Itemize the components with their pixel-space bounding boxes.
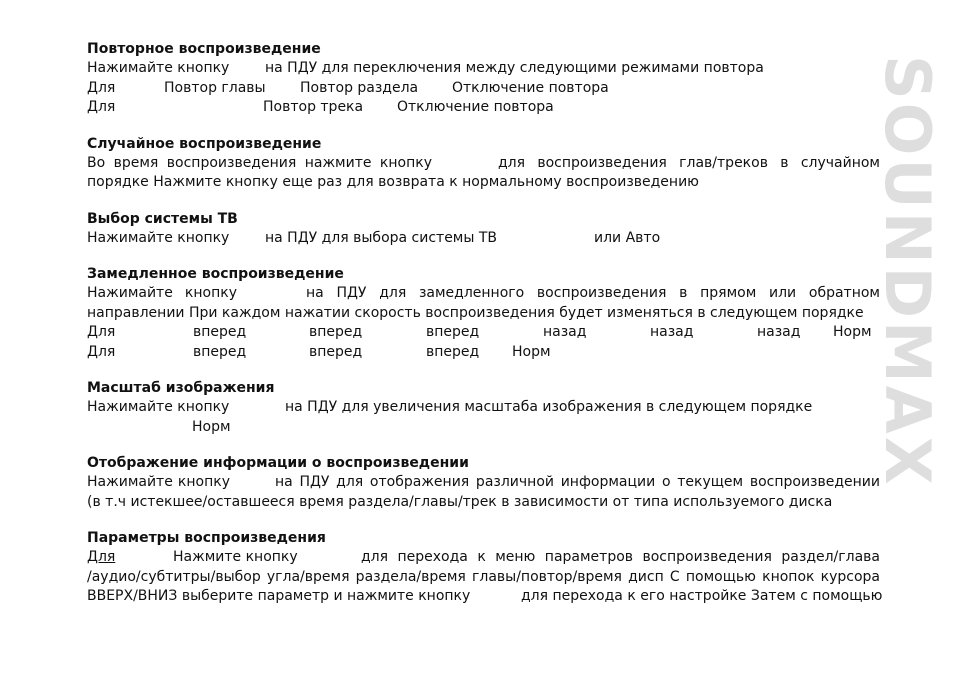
text-line: Для вперед вперед вперед назад назад назад Норм (87, 324, 872, 340)
text-line: Нажимайте кнопку на ПДУ для выбора системы ТВ или Авто (87, 229, 661, 246)
section-title: Масштаб изображения (87, 380, 275, 396)
text-line: Нажимайте кнопку на ПДУ для замедленного воспроизведения в прямом или обратном (87, 285, 880, 301)
text-line: порядке Нажмите кнопку еще раз для возврата к нормальному воспроизведению (87, 174, 699, 190)
text-line: Для Нажмите кнопку для перехода к меню параметров воспроизведения раздел/глава (87, 549, 880, 565)
section-repeat (87, 40, 880, 118)
text-line: направлении При каждом нажатии скорость воспроизведения будет изменяться в следующем порядке (87, 304, 864, 321)
text-line: Нажимайте кнопку на ПДУ для переключения между следующими режимами повтора (87, 60, 764, 76)
section-title: Выбор системы ТВ (87, 210, 238, 227)
section-zoom (87, 379, 880, 437)
section-info (87, 454, 880, 512)
text-line: Норм (192, 418, 231, 435)
brand-watermark: SOUNDMAX (871, 55, 944, 488)
section-title: Отображение информации о воспроизведении (87, 455, 469, 471)
document-page (87, 40, 883, 624)
section-random (87, 135, 880, 193)
text-line: Нажимайте кнопку на ПДУ для увеличения масштаба изображения в следующем порядке (87, 399, 813, 415)
text-line: Для вперед вперед вперед Норм (87, 343, 551, 360)
section-title: Замедленное воспроизведение (87, 266, 344, 282)
section-title: Случайное воспроизведение (87, 135, 322, 152)
section-params (87, 529, 883, 607)
text-line: (в т.ч истекшее/оставшееся время раздела/главы/трек в зависимости от типа используемого диска (87, 493, 833, 510)
text-line: Во время воспроизведения нажмите кнопку для воспроизведения глав/треков в случайном (87, 154, 880, 171)
section-slow (87, 265, 880, 362)
text-line: ВВЕРХ/ВНИЗ выберите параметр и нажмите кнопку для перехода к его настройке Затем с помощью (87, 588, 883, 604)
text-line: Нажимайте кнопку на ПДУ для отображения различной информации о текущем воспроизведении (87, 474, 880, 490)
section-title: Повторное воспроизведение (87, 41, 321, 57)
text-line: Для Повтор главы Повтор раздела Отключение повтора (87, 79, 609, 96)
section-title: Параметры воспроизведения (87, 530, 326, 546)
text-line: /аудио/субтитры/выбор угла/время раздела/время главы/повтор/время дисп С помощью кнопок курсора (87, 568, 880, 585)
section-tv (87, 210, 880, 249)
text-line: Для Повтор трека Отключение повтора (87, 99, 554, 115)
